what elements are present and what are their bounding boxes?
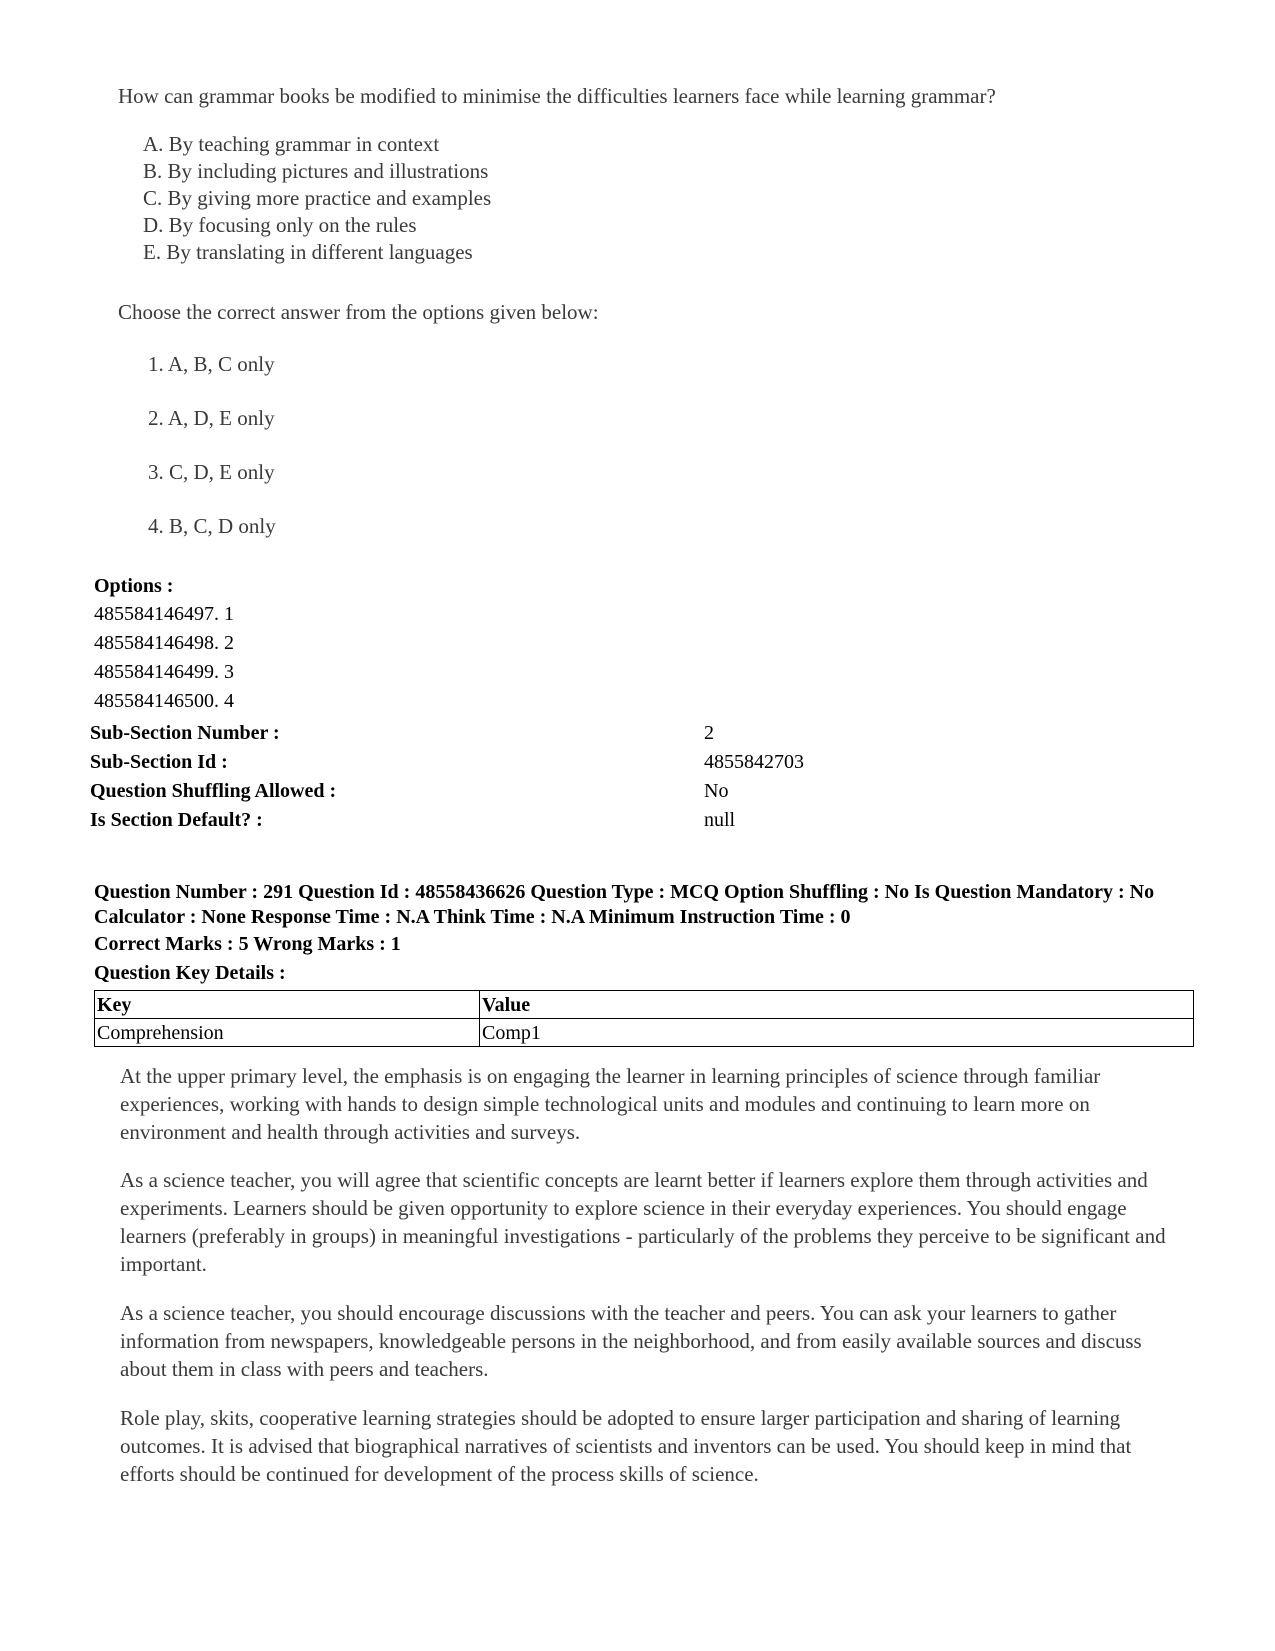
passage-paragraph-4: Role play, skits, cooperative learning strategies should be adopted to ensure larger participation and sharing of learning outcomes. It is advised that biographical narratives of scientists and inventors can be used. You should keep in mind that efforts should be continued for development of the process skills of science. [120, 1406, 1132, 1486]
options-label: Options : [94, 575, 174, 597]
key-details-label: Question Key Details : [94, 962, 286, 984]
subsection-number-label: Sub-Section Number : [90, 722, 280, 744]
subsection-id-value: 4855842703 [704, 751, 804, 773]
marks-line: Correct Marks : 5 Wrong Marks : 1 [94, 933, 401, 955]
answer-choice-2: 2. A, D, E only [148, 406, 275, 430]
passage-paragraph-1: At the upper primary level, the emphasis is on engaging the learner in learning principles of science through familiar experiences, working with hands to design simple technological units and modules and continuing to learn more on environment and health through activities and surveys. [120, 1064, 1101, 1144]
answer-choice-1: 1. A, B, C only [148, 352, 275, 376]
statement-b: B. By including pictures and illustrations [143, 159, 489, 183]
table-header-value: Value [480, 991, 1194, 1019]
passage-paragraph-3: As a science teacher, you should encourage discussions with the teacher and peers. You can ask your learners to gather information from newspapers, knowledgeable persons in the neighborhood, and from easily available sources and discuss about them in class with peers and teachers. [120, 1301, 1142, 1381]
subsection-id-label: Sub-Section Id : [90, 751, 228, 773]
table-header-row [95, 991, 1194, 1019]
question-header: Question Number : 291 Question Id : 48558436626 Question Type : MCQ Option Shuffling : No Is Question Mandatory : No Calculator : None Response Time : N.A Think Time : N.A Minimum Instruction Time : 0 [94, 881, 1155, 928]
question-shuffling-value: No [704, 780, 729, 802]
answer-choice-4: 4. B, C, D only [148, 514, 276, 538]
statement-d: D. By focusing only on the rules [143, 213, 417, 237]
table-row [95, 1019, 1194, 1047]
option-item: 485584146500. 4 [94, 690, 234, 712]
table-cell-key: Comprehension [95, 1019, 480, 1047]
section-default-value: null [704, 809, 736, 831]
section-default-label: Is Section Default? : [90, 809, 263, 831]
table-header-key: Key [95, 991, 480, 1019]
statement-e: E. By translating in different languages [143, 240, 473, 264]
question-shuffling-label: Question Shuffling Allowed : [90, 780, 337, 802]
statement-a: A. By teaching grammar in context [143, 132, 440, 156]
question-key-table [94, 990, 1194, 1047]
answer-choice-3: 3. C, D, E only [148, 460, 275, 484]
option-item: 485584146499. 3 [94, 661, 234, 683]
statement-c: C. By giving more practice and examples [143, 186, 492, 210]
question-stem: How can grammar books be modified to minimise the difficulties learners face while learning grammar? [118, 84, 996, 108]
subsection-number-value: 2 [704, 722, 714, 744]
table-cell-value: Comp1 [480, 1019, 1194, 1047]
option-item: 485584146498. 2 [94, 632, 234, 654]
option-item: 485584146497. 1 [94, 603, 234, 625]
passage-paragraph-2: As a science teacher, you will agree that scientific concepts are learnt better if learners explore them through activities and experiments. Learners should be given opportunity to explore science in their everyday experiences. You should engage learners (preferably in groups) in meaningful investigations - particularly of the problems they perceive to be significant and important. [120, 1168, 1166, 1276]
choose-instruction: Choose the correct answer from the options given below: [118, 300, 599, 324]
